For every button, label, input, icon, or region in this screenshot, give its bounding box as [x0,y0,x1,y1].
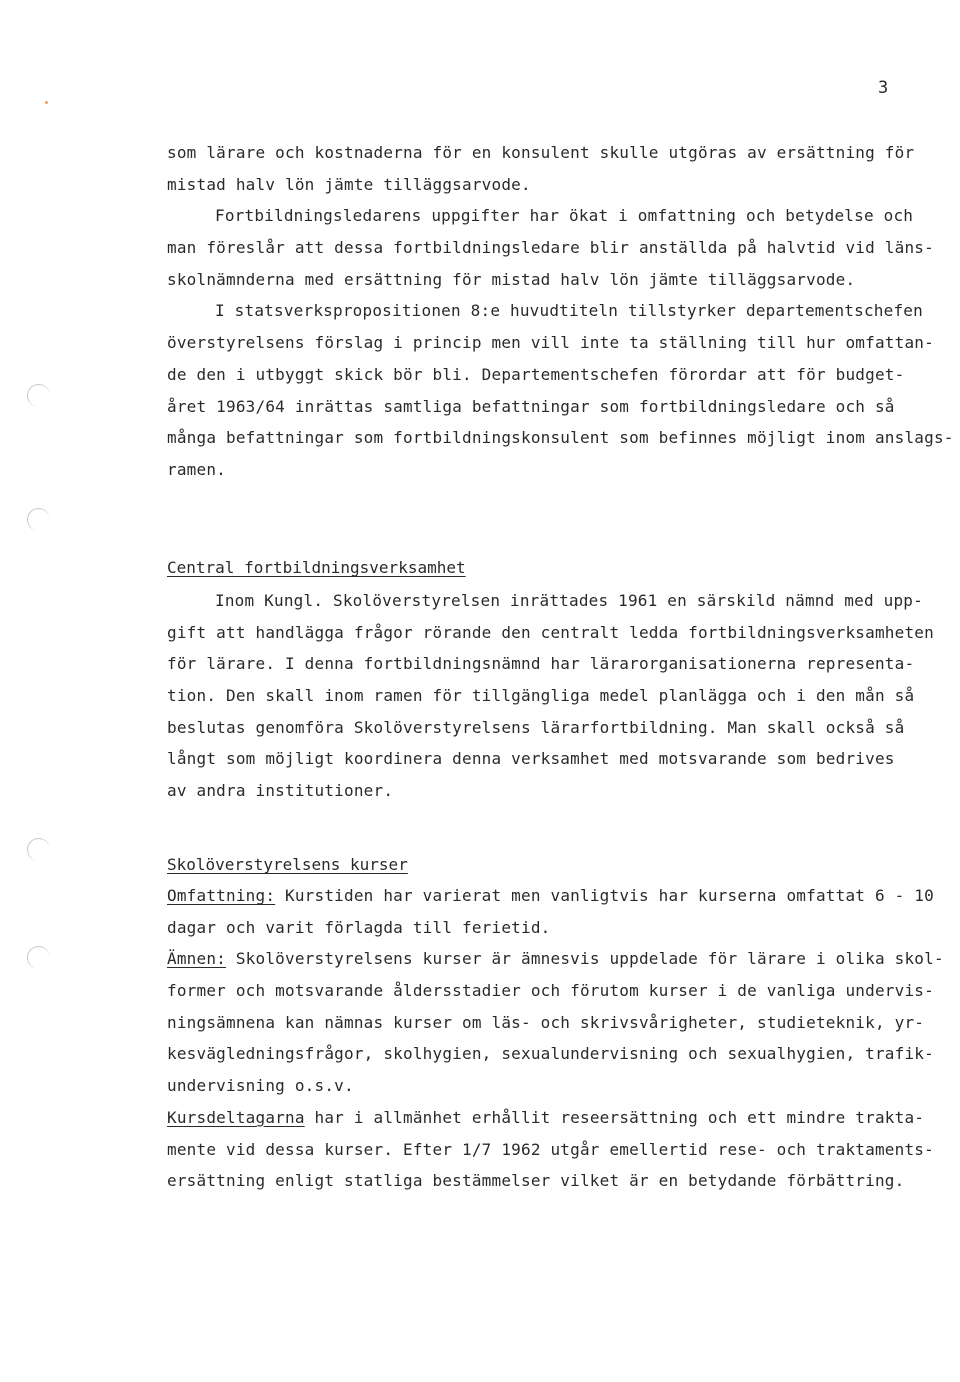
text-line: mistad halv lön jämte tilläggsarvode. [167,174,531,194]
text-line: ersättning enligt statliga bestämmelser vilket är en betydande förbättring. [167,1171,905,1191]
text-line: skolnämnderna med ersättning för mistad halv lön jämte tilläggsarvode. [167,269,856,289]
text-line: man föreslår att dessa fortbildningsledare blir anställda på halvtid vid läns- [167,238,934,258]
punch-hole-mark [27,838,50,861]
text-line: långt som möjligt koordinera denna verksamhet med motsvarande som bedrives [167,749,895,769]
text-line: för lärare. I denna fortbildningsnämnd har lärarorganisationerna representa- [167,654,915,674]
section-central-paragraph [167,585,934,807]
text-line: många befattningar som fortbildningskonsulent som befinnes möjligt inom anslags- [167,428,954,448]
text-line [167,880,934,912]
text-line: former och motsvarande åldersstadier och förutom kurser i de vanliga undervis- [167,981,934,1001]
text-line: Fortbildningsledarens uppgifter har ökat i omfattning och betydelse och [215,206,914,226]
ink-speck [45,101,48,104]
punch-hole-mark [27,508,50,531]
section-heading-courses: Skolöverstyrelsens kurser [167,855,408,874]
section-courses-paragraphs [167,880,944,1197]
amnen-label: Ämnen: [167,949,226,969]
text-line [167,1102,927,1134]
text-line: tion. Den skall inom ramen för tillgängliga medel planlägga och i den mån så [167,686,915,706]
page-number: 3 [878,78,889,98]
kursdeltagarna-label: Kursdeltagarna [167,1107,305,1127]
text-line: ramen. [167,459,226,479]
text-line: dagar och varit förlagda till ferietid. [167,917,551,937]
text-line: mente vid dessa kurser. Efter 1/7 1962 utgår emellertid rese- och traktaments- [167,1139,934,1159]
section-heading-central: Central fortbildningsverksamhet [167,558,466,577]
text-line: Inom Kungl. Skolöverstyrelsen inrättades 1961 en särskild nämnd med upp- [215,591,923,610]
text-line: som lärare och kostnaderna för en konsulent skulle utgöras av ersättning för [167,143,915,162]
text-line: kesvägledningsfrågor, skolhygien, sexualundervisning och sexualhygien, trafik- [167,1044,934,1064]
omfattning-label: Omfattning: [167,886,276,905]
text-run: Skolöverstyrelsens kurser är ämnesvis uppdelade för lärare i olika skol- [226,949,944,969]
punch-hole-mark [27,946,50,969]
text-line: ningsämnena kan nämnas kurser om läs- och skrivsvårigheter, studieteknik, yr- [167,1012,925,1032]
text-run: Kurstiden har varierat men vanligtvis har kurserna omfattat 6 - 10 [275,886,934,905]
text-line: året 1963/64 inrättas samtliga befattningar som fortbildningsledare och så [167,396,895,416]
text-line: undervisning o.s.v. [167,1076,354,1096]
text-line: av andra institutioner. [167,781,394,801]
text-line: I statsverkspropositionen 8:e huvudtiteln tillstyrker departementschefen [215,301,923,321]
section-funding-paragraphs [167,137,954,486]
text-line: gift att handlägga frågor rörande den centralt ledda fortbildningsverksamheten [167,622,934,642]
punch-hole-mark [27,384,50,407]
text-line: de den i utbyggt skick bör bli. Departementschefen förordar att för budget- [167,364,905,384]
text-line: beslutas genomföra Skolöverstyrelsens lärarfortbildning. Man skall också så [167,717,905,737]
text-line [167,943,944,975]
text-line: överstyrelsens förslag i princip men vill inte ta ställning till hur omfattan- [167,333,934,353]
text-run: har i allmänhet erhållit reseersättning och ett mindre trakta- [304,1107,925,1127]
